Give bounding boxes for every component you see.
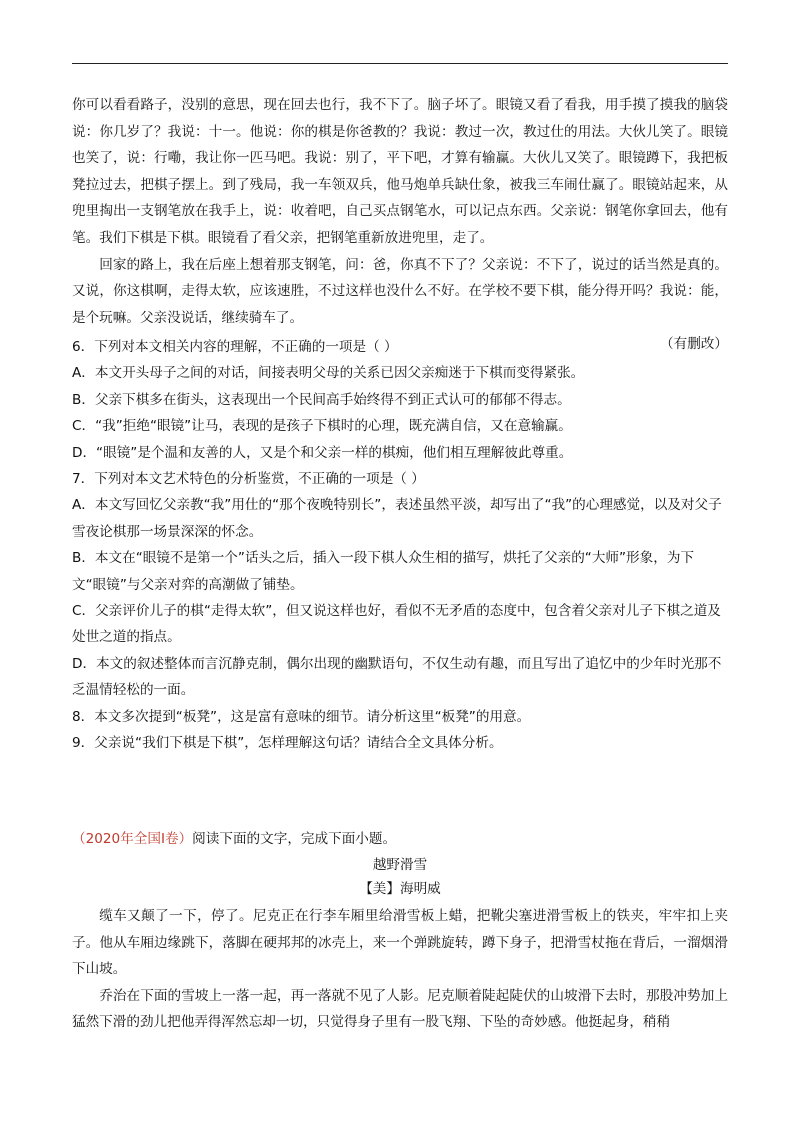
story-title: 越野滑雪 [372,857,428,873]
question-6-option-d: D．“眼镜”是个温和友善的人，又是个和父亲一样的棋痴，他们相互理解彼此尊重。 [72,444,573,461]
question-8: 8．本文多次提到“板凳”，这是富有意味的细节。请分析这里“板凳”的用意。 [72,708,531,725]
questions-block [72,334,728,757]
question-9: 9．父亲说“我们下棋是下棋”，怎样理解这句话？请结合全文具体分析。 [72,735,503,752]
question-7-option-a: A．本文写回忆父亲教“我”用仕的“那个夜晚特别长”，表述虽然平淡，却写出了“我”的心理感觉，以及对父子雪夜论棋那一场景深深的怀念。 [72,497,722,540]
story-author: 【美】海明威 [359,881,441,897]
question-6-option-c: C．“我”拒绝“眼镜”让马，表现的是孩子下棋时的心理，既充满自信，又在意输赢。 [72,418,572,435]
question-6: 6．下列对本文相关内容的理解，不正确的一项是（ ） [72,339,398,355]
story-paragraph-1: 你可以看看路子，没别的意思，现在回去也行，我不下了。脑子坏了。眼镜又看了看我，用手摸了摸我的脑袋说：你几岁了？我说：十一。他说：你的棋是你爸教的？我说：教过一次，教过仕的用法。大伙儿笑了。眼镜也笑了，说：行嘞，我让你一匹马吧。我说：别了，平下吧，才算有输赢。大伙儿又笑了。眼镜蹲下，我把板凳拉过去，把棋子摆上。到了残局，我一车领双兵，他马炮单兵缺仕象，被我三车闹仕赢了。眼镜站起来，从兜里掏出一支钢笔放在我手上，说：收着吧，自己买点钢笔水，可以记点东西。父亲说：钢笔你拿回去，他有笔。我们下棋是下棋。眼镜看了看父亲，把钢笔重新放进兜里，走了。 [72,97,728,246]
section-source-line [72,826,728,852]
story-paragraph-2: 回家的路上，我在后座上想着那支钢笔，问：爸，你真不下了？父亲说：不下了，说过的话当然是真的。又说，你这棋啊，走得太软，应该速胜，不过这样也没什么不好。在学校不要下棋，能分得开吗？我说：能，是个玩嘛。父亲没说话，继续骑车了。 [72,256,728,326]
question-7-option-d: D．本文的叙述整体而言沉静克制，偶尔出现的幽默语句，不仅生动有趣，而且写出了追忆中的少年时光那不乏温情轻松的一面。 [72,655,722,699]
question-7: 7．下列对本文艺术特色的分析鉴赏，不正确的一项是（ ） [72,471,425,488]
edit-note: （有删改） [660,336,728,353]
reading-instruction: 阅读下面的文字，完成下面小题。 [192,831,397,847]
question-6-option-a: A．本文开头母子之间的对话，间接表明父母的关系已因父亲痴迷于下棋而变得紧张。 [72,365,585,382]
question-7-option-c: C．父亲评价儿子的棋“走得太软”，但又说这样也好，看似不无矛盾的态度中，包含着父亲对儿子下棋之道及处世之道的指点。 [72,603,721,646]
story-excerpt [72,92,728,358]
question-7-option-b: B．本文在“眼镜不是第一个”话头之后，插入一段下棋人众生相的描写，烘托了父亲的“大师”形象，为下文“眼镜”与父亲对弈的高潮做了铺垫。 [72,550,695,593]
story2-paragraph-1: 缆车又颠了一下，停了。尼克正在行李车厢里给滑雪板上蜡，把靴尖塞进滑雪板上的铁夹，牢牢扣上夹子。他从车厢边缘跳下，落脚在硬邦邦的冰壳上，来一个弹跳旋转，蹲下身子，把滑雪杖拖在背后，一溜烟滑下山坡。 [72,908,728,978]
story2-paragraph-2: 乔治在下面的雪坡上一落一起，再一落就不见了人影。尼克顺着陡起陡伏的山坡滑下去时，那股冲势加上猛然下滑的劲儿把他弄得浑然忘却一切，只觉得身子里有一股飞翔、下坠的奇妙感。他挺起身，稍稍 [72,987,728,1031]
story2-excerpt [72,903,728,1036]
question-6-option-b: B．父亲下棋多在街头，这表现出一个民间高手始终得不到正式认可的郁郁不得志。 [72,391,571,408]
exam-source: （2020年全国Ⅰ卷） [72,831,193,847]
header-rule [72,63,728,64]
